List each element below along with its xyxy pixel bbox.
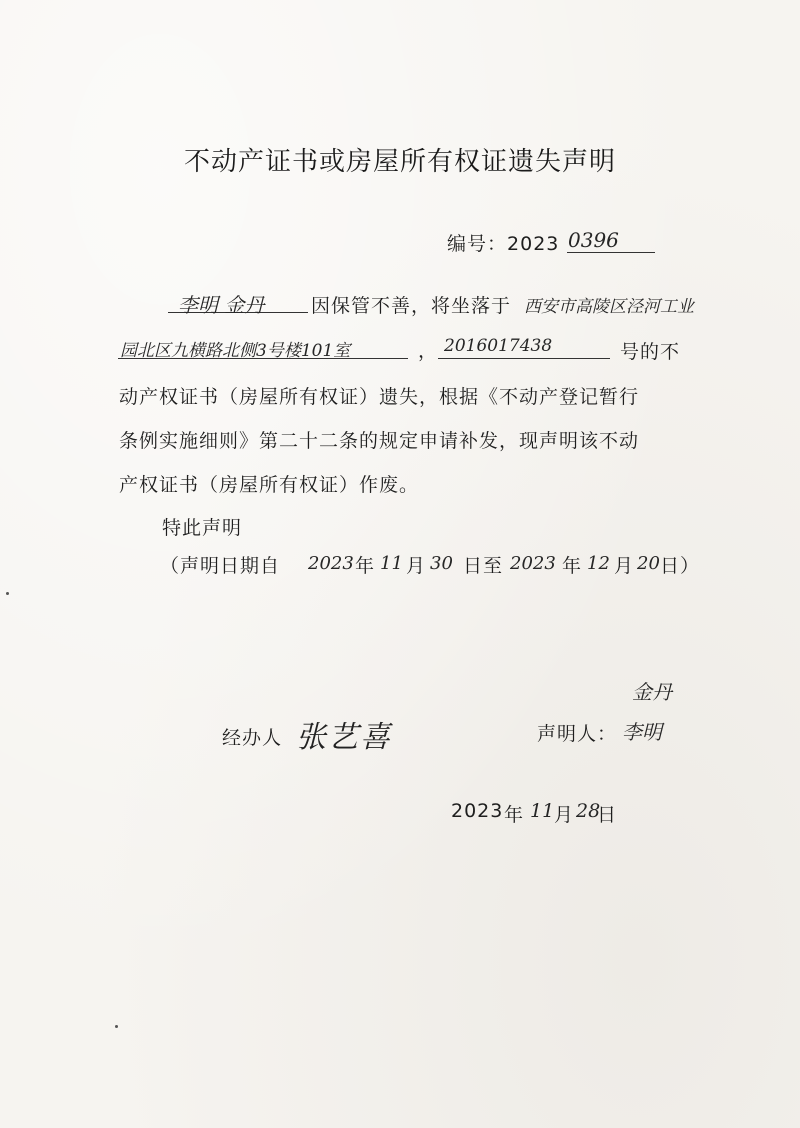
cert-number-handwritten: 2016017438 <box>444 336 553 356</box>
para-text-2: 号的不 <box>620 341 681 363</box>
serial-handwritten: 0396 <box>568 228 619 252</box>
para-line-4: 条例实施细则》第二十二条的规定申请补发，现声明该不动 <box>119 430 640 452</box>
date-year: 2023 <box>451 800 504 822</box>
period-end-year: 2023 <box>510 553 556 574</box>
holder-names-handwritten: 李明 金丹 <box>178 293 265 317</box>
special-statement: 特此声明 <box>162 517 243 539</box>
date-ri: 日 <box>597 804 618 826</box>
period-start-day: 30 <box>430 553 453 574</box>
handler-label: 经办人 <box>222 727 283 749</box>
date-month: 11 <box>530 800 555 822</box>
period-end-month: 12 <box>587 553 610 574</box>
declarant-signature-2: 金丹 <box>632 680 672 704</box>
period-start-year: 2023 <box>308 553 354 574</box>
scan-speck <box>115 1025 118 1028</box>
period-nian-1: 年 <box>355 555 376 577</box>
period-nian-2: 年 <box>562 555 583 577</box>
location-line-1: 西安市高陵区泾河工业 <box>524 297 694 317</box>
para-text-1: 因保管不善，将坐落于 <box>311 295 512 317</box>
period-close: 日） <box>660 555 701 577</box>
period-open: （声明日期自 <box>160 555 281 577</box>
cert-number-blank <box>438 358 610 359</box>
period-ri-zhi: 日至 <box>463 555 504 577</box>
declarant-signature-1: 李明 <box>622 720 662 744</box>
para-comma: ， <box>418 340 439 362</box>
period-start-month: 11 <box>380 553 403 574</box>
location-line-2: 园北区九横路北侧3号楼101室 <box>120 341 351 361</box>
date-yue: 月 <box>554 804 575 826</box>
para-line-5: 产权证书（房屋所有权证）作废。 <box>119 474 420 496</box>
serial-label: 编号： <box>447 233 508 255</box>
period-end-day: 20 <box>637 553 660 574</box>
para-line-3: 动产权证书（房屋所有权证）遗失，根据《不动产登记暂行 <box>119 386 640 408</box>
declarant-label: 声明人： <box>537 723 618 745</box>
date-day: 28 <box>576 800 601 822</box>
period-yue-1: 月 <box>406 555 427 577</box>
handler-signature: 张艺喜 <box>296 720 392 755</box>
serial-number-row <box>447 229 559 256</box>
serial-prefix: 2023 <box>507 233 560 255</box>
period-yue-2: 月 <box>614 555 635 577</box>
scan-speck <box>6 592 9 595</box>
document-title: 不动产证书或房屋所有权证遗失声明 <box>183 147 616 177</box>
serial-blank-line <box>567 252 655 253</box>
date-nian: 年 <box>504 804 525 826</box>
